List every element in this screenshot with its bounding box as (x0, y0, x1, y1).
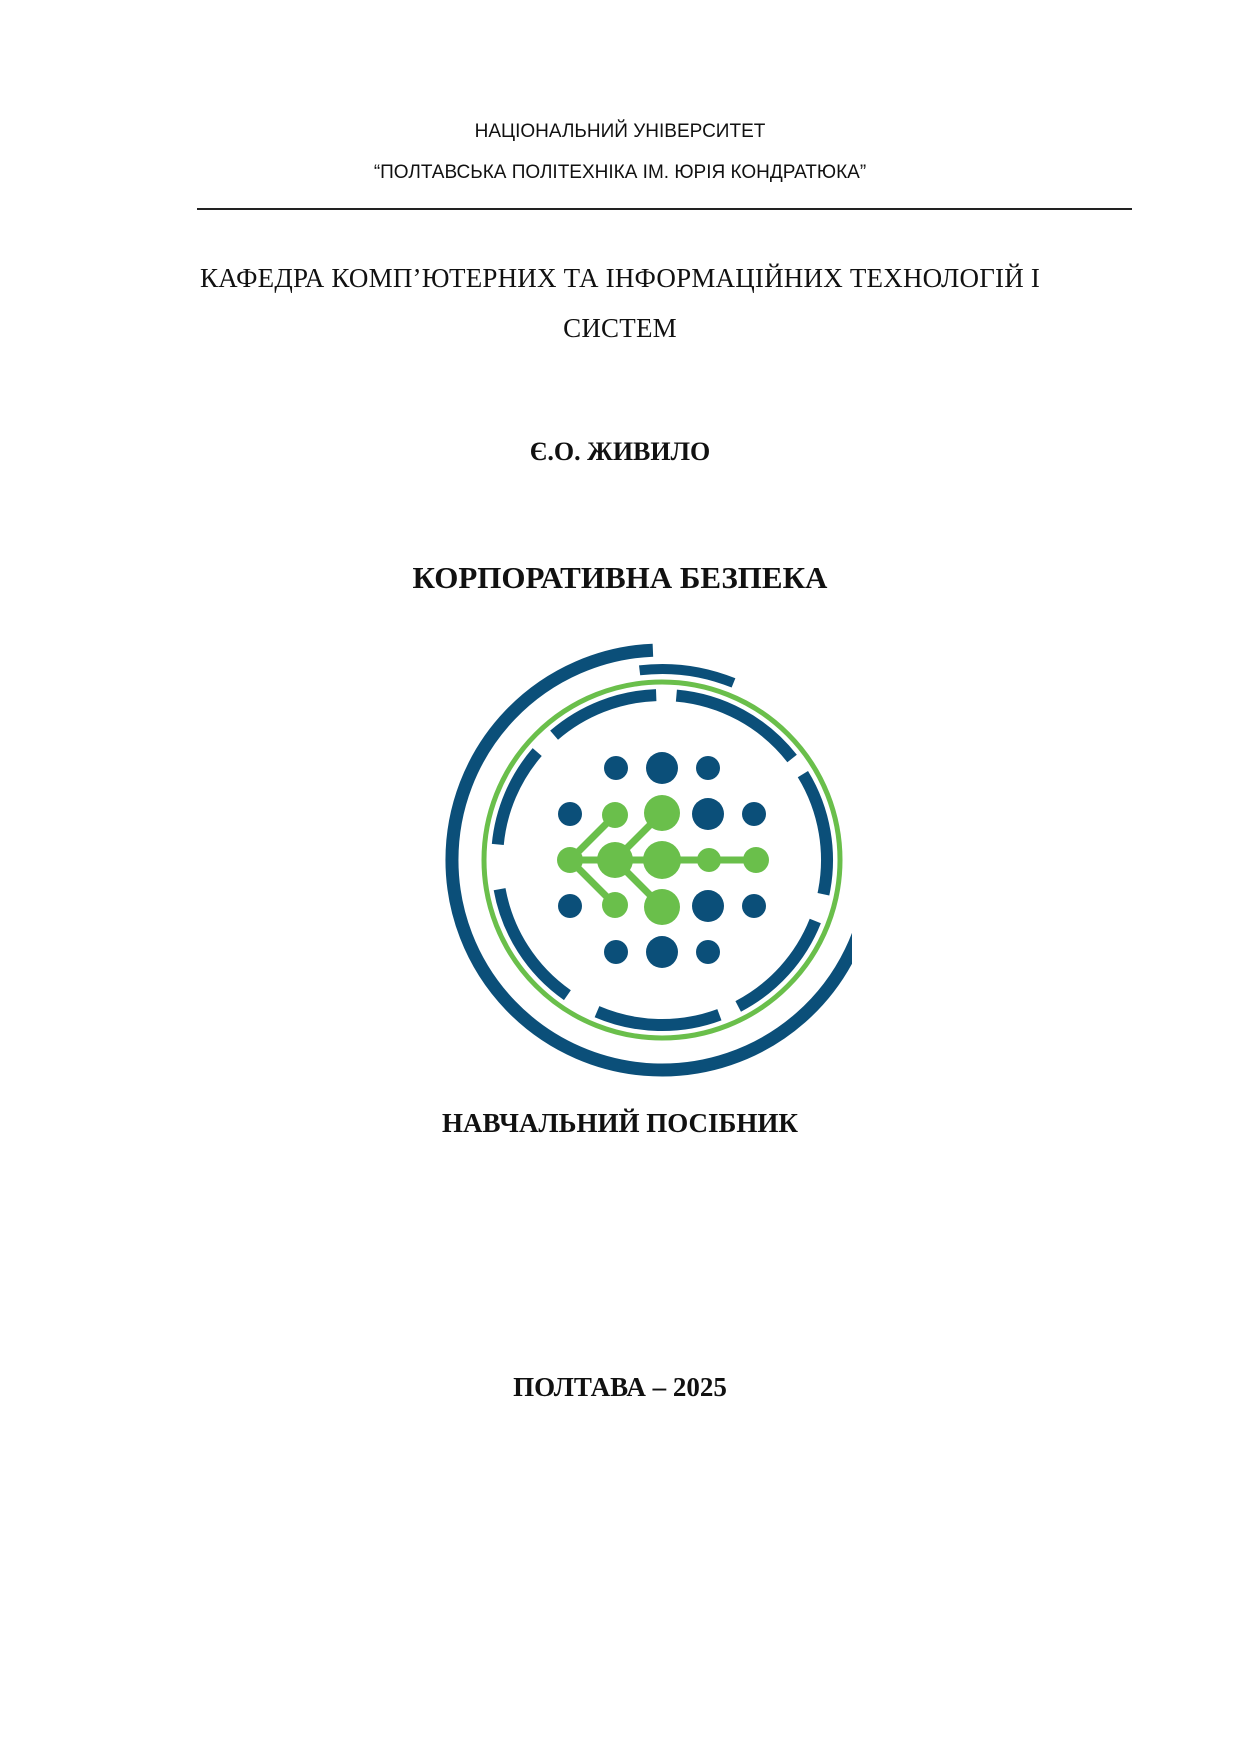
university-name-line1: НАЦІОНАЛЬНИЙ УНІВЕРСИТЕТ (474, 121, 766, 142)
city-and-year: ПОЛТАВА – 2025 (513, 1372, 727, 1402)
cyber-security-logo-icon (392, 640, 852, 1080)
header-divider (197, 208, 1132, 210)
document-title: КОРПОРАТИВНА БЕЗПЕКА (412, 560, 828, 595)
author-name: Є.О. ЖИВИЛО (529, 437, 711, 466)
department-line2: СИСТЕМ (563, 313, 677, 343)
document-subtitle: НАВЧАЛЬНИЙ ПОСІБНИК (442, 1108, 798, 1138)
department-name (0, 253, 1240, 353)
department-line1: КАФЕДРА КОМП’ЮТЕРНИХ ТА ІНФОРМАЦІЙНИХ ТЕХНОЛОГІЙ І (199, 263, 1041, 293)
university-name-line2: “ПОЛТАВСЬКА ПОЛІТЕХНІКА ІМ. ЮРІЯ КОНДРАТЮКА” (373, 162, 867, 183)
